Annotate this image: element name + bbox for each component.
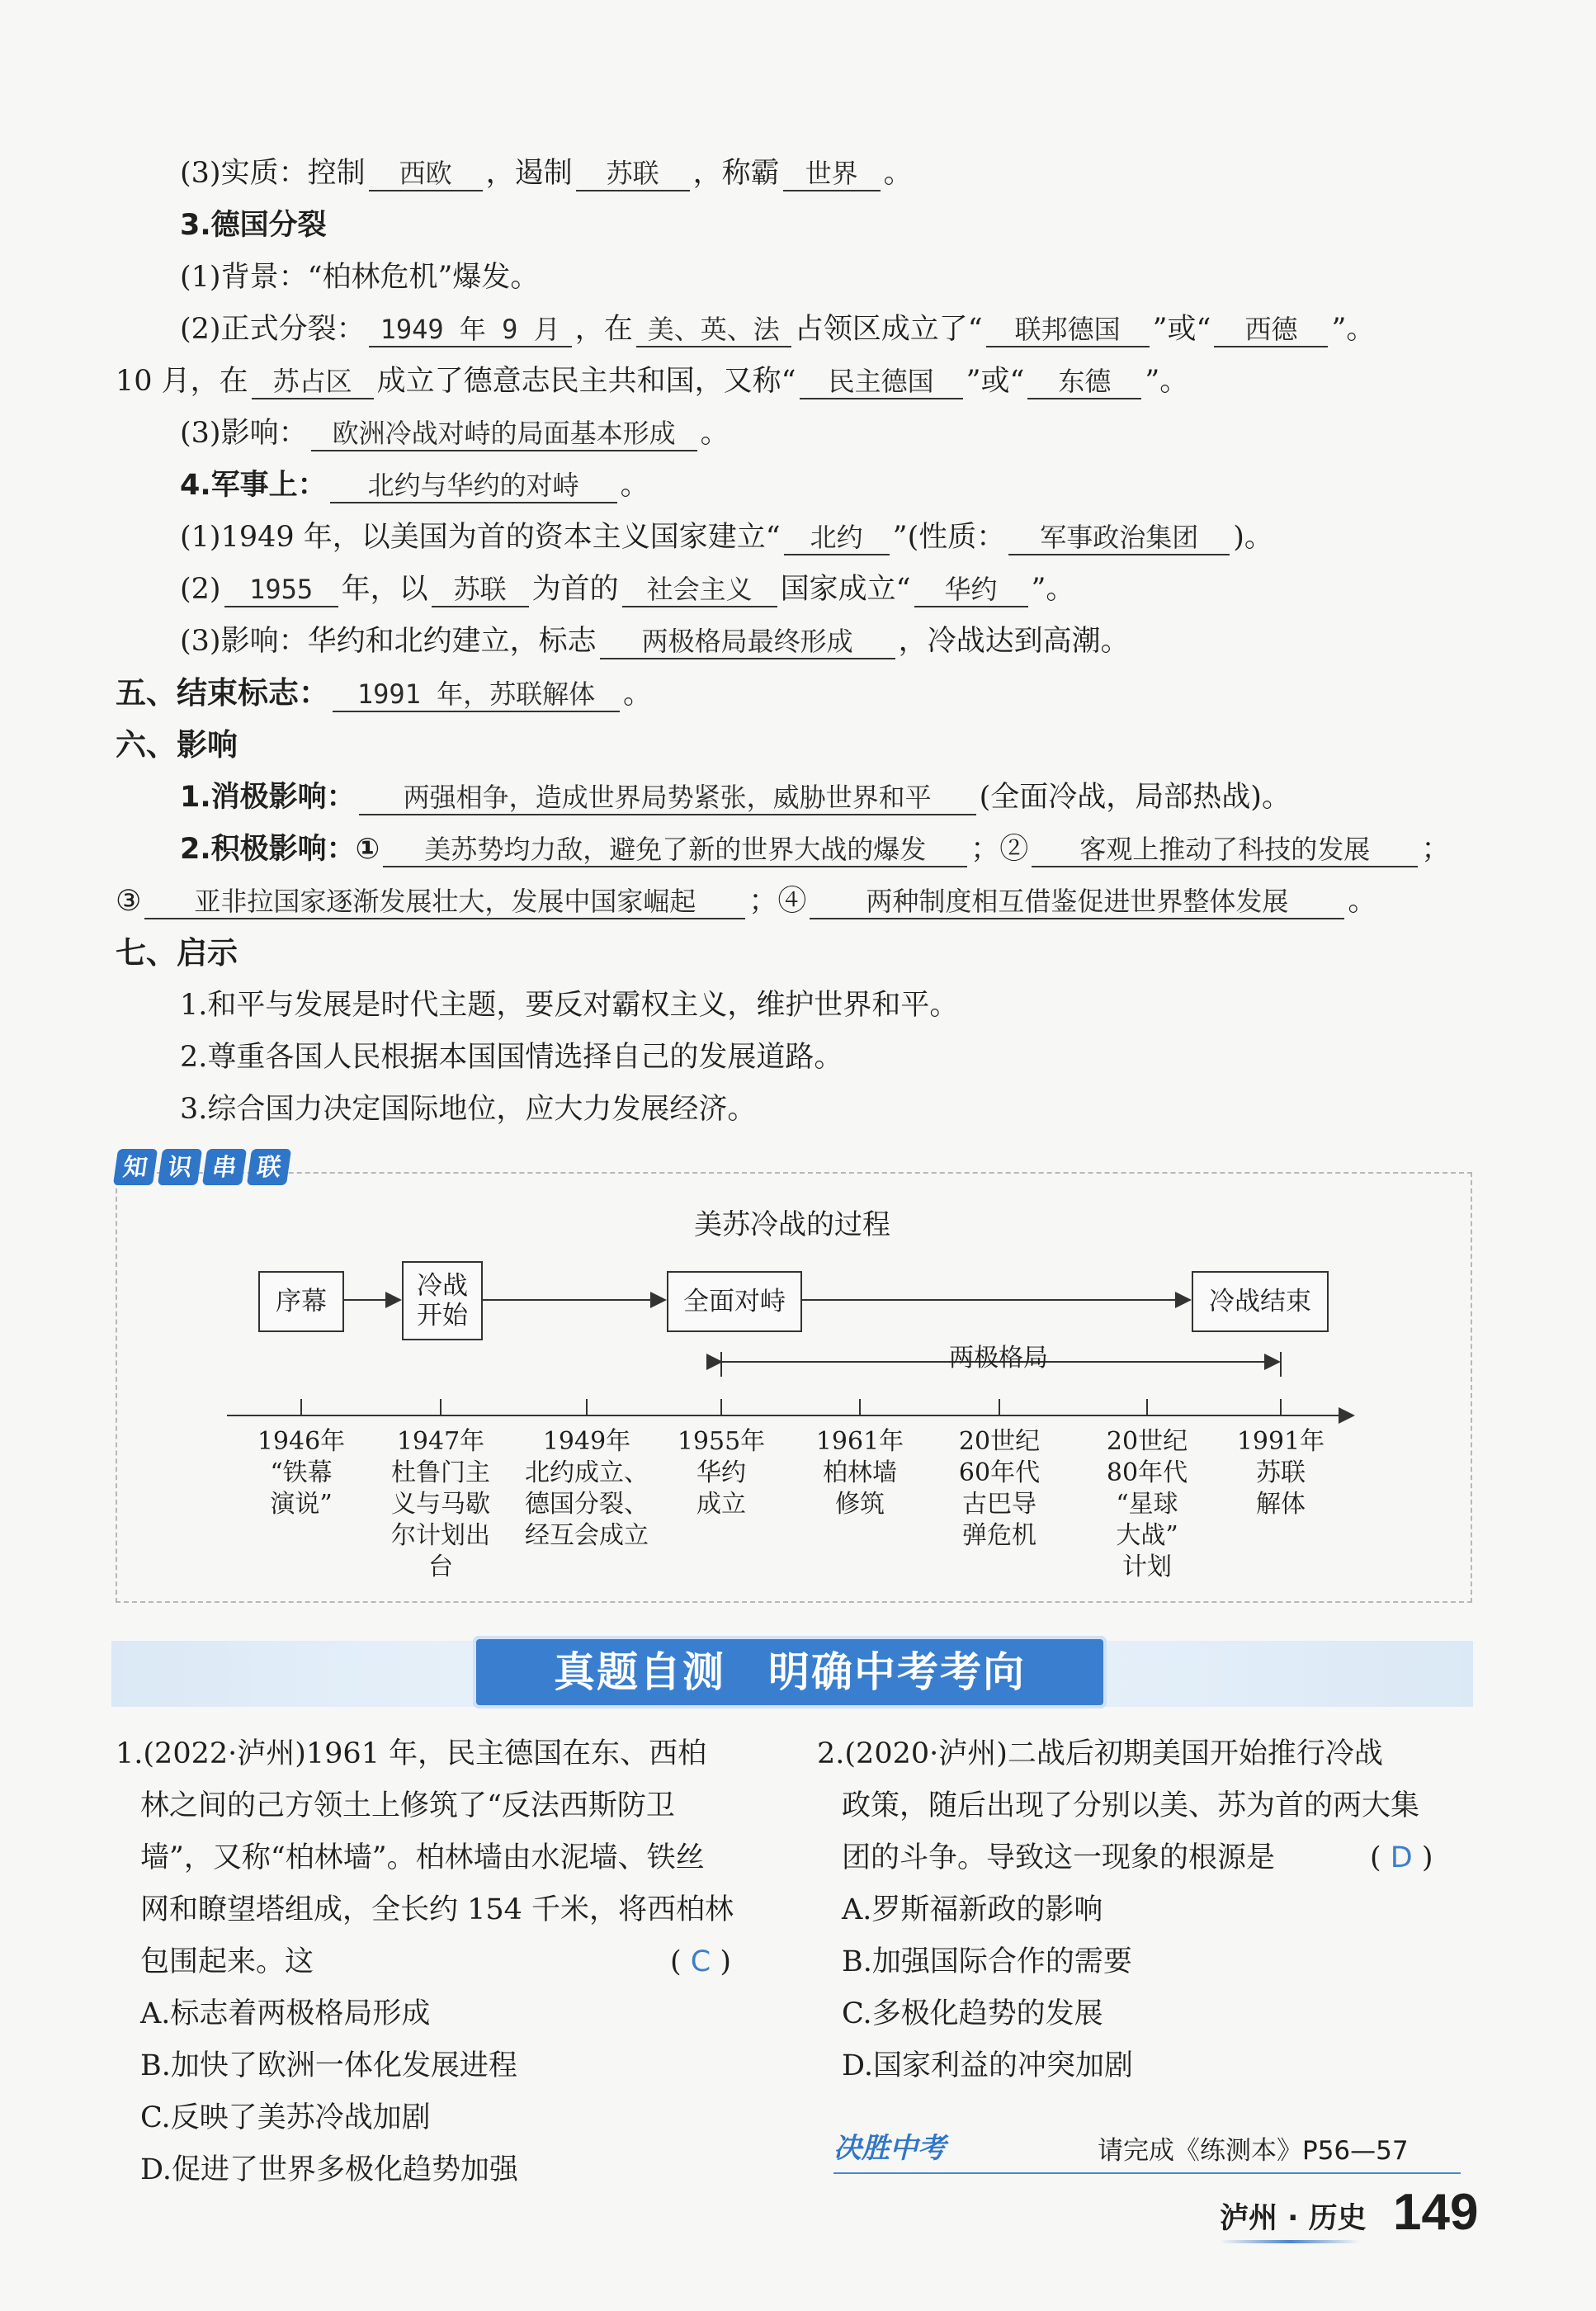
text: (3)影响：华约和北约建立，标志 (180, 625, 597, 658)
text: 4.军事上： (180, 469, 327, 502)
option-a: A.标志着两极格局形成 (140, 1997, 431, 2030)
text: 五、结束标志： (116, 675, 329, 711)
text: (2)正式分裂： (180, 313, 366, 346)
section-banner: 真题自测 明确中考考向 (473, 1636, 1107, 1708)
answer-bracket-q2 (1370, 1832, 1433, 1884)
blank-answer: 华约 (914, 573, 1028, 607)
blank-answer: 两种制度相互借鉴促进世界整体发展 (810, 885, 1344, 919)
answer-letter: C (690, 1945, 711, 1978)
text: (3)影响： (180, 417, 308, 450)
timeline-label: 1961年 柏林墙 修筑 (815, 1427, 904, 1519)
blank-answer: 东德 (1027, 365, 1141, 399)
outline-line-lesson-3: 3.综合国力决定国际地位，应大力发展经济。 (180, 1093, 757, 1126)
blank-answer: 军事政治集团 (1008, 521, 1230, 555)
text: ，冷战达到高潮。 (898, 625, 1130, 658)
box-line: 冷战 (417, 1271, 468, 1301)
tag-char: 知 (113, 1149, 158, 1185)
timeline-label: 1991年 苏联 解体 (1236, 1427, 1325, 1519)
blank-answer: 社会主义 (622, 573, 777, 607)
blank-answer: 北约 (784, 521, 890, 555)
blank-answer: 北约与华约的对峙 (330, 469, 617, 503)
blank-answer: 美、英、法 (636, 313, 791, 347)
question-2-line: 2.(2020·泸州)二战后初期美国开始推行冷战 (817, 1737, 1383, 1770)
page-number: 149 (1393, 2184, 1479, 2241)
text: 为首的 (531, 573, 619, 606)
blank-answer: 1955 (224, 573, 338, 607)
text: ”。 (1031, 573, 1075, 606)
text: (全面冷战，局部热战)。 (979, 781, 1291, 814)
blank-answer: 苏联 (576, 157, 690, 191)
text: 。 (883, 157, 913, 190)
question-2-line: 团的斗争。导致这一现象的根源是 (842, 1841, 1276, 1874)
text: (1)1949 年，以美国为首的资本主义国家建立“ (180, 521, 781, 554)
blank-answer: 联邦德国 (986, 313, 1150, 347)
heading-enlightenment: 七、启示 (116, 935, 238, 971)
text: 年，以 (341, 573, 428, 606)
timeline-label: 1946年 “铁幕 演说” (257, 1427, 346, 1519)
text: ；② (970, 833, 1029, 866)
blank-answer: 两极格局最终形成 (600, 625, 895, 659)
bracket: ( (670, 1945, 682, 1978)
tag-char: 串 (202, 1149, 247, 1185)
blank-answer: 两强相争，造成世界局势紧张，威胁世界和平 (359, 781, 976, 815)
text: ，称霸 (692, 157, 780, 190)
text: ，遏制 (485, 157, 573, 190)
question-1-line: 网和瞭望塔组成，全长约 154 千米，将西柏林 (140, 1893, 734, 1926)
text: 1.消极影响： (180, 781, 356, 814)
blank-answer: 美苏势均力敌，避免了新的世界大战的爆发 (383, 833, 967, 867)
blank-answer: 苏占区 (252, 365, 374, 399)
answer-letter: D (1390, 1841, 1413, 1874)
box-full-confrontation: 全面对峙 (667, 1271, 802, 1332)
blank-answer: 西德 (1214, 313, 1328, 347)
timeline-label: 1947年 杜鲁门主 义与马歇 尔计划出 台 (391, 1427, 490, 1581)
text: ”或“ (1152, 313, 1211, 346)
option-c: C.多极化趋势的发展 (842, 1997, 1103, 2030)
diagram-title: 美苏冷战的过程 (694, 1208, 890, 1241)
practice-tip: 请完成《练测本》P56—57 (1098, 2136, 1409, 2166)
option-b: B.加快了欧洲一体化发展进程 (140, 2049, 517, 2082)
text: 占领区成立了“ (794, 313, 983, 346)
blank-answer: 客观上推动了科技的发展 (1032, 833, 1418, 867)
text: 成立了德意志民主共和国，又称“ (376, 365, 796, 398)
text: (2) (180, 573, 221, 606)
blank-answer: 世界 (783, 157, 881, 191)
outline-line-lesson-2: 2.尊重各国人民根据本国国情选择自己的发展道路。 (180, 1041, 843, 1074)
text: )。 (1233, 521, 1273, 554)
timeline-label: 1955年 华约 成立 (677, 1427, 766, 1519)
question-1-line: 包围起来。这 (140, 1945, 314, 1978)
option-b: B.加强国际合作的需要 (842, 1945, 1132, 1978)
text: 10 月，在 (116, 365, 248, 398)
text: 国家成立“ (780, 573, 911, 606)
blank-answer: 苏联 (432, 573, 529, 607)
text: 2.积极影响：① (180, 833, 380, 866)
footer-divider (833, 2172, 1461, 2174)
text: 。 (623, 678, 653, 711)
bipolar-label: 两极格局 (949, 1344, 1048, 1373)
tag-char: 识 (158, 1149, 202, 1185)
outline-line-background: (1)背景：“柏林危机”爆发。 (180, 261, 540, 294)
page-underline (1220, 2240, 1360, 2243)
question-2-line: 政策，随后出现了分别以美、苏为首的两大集 (842, 1789, 1420, 1822)
option-d: D.促进了世界多极化趋势加强 (140, 2153, 518, 2186)
blank-answer: 亚非拉国家逐渐发展壮大，发展中国家崛起 (144, 885, 745, 919)
option-d: D.国家利益的冲突加剧 (842, 2049, 1133, 2082)
text: ”或“ (966, 365, 1025, 398)
heading-germany-split: 3.德国分裂 (180, 209, 327, 242)
text: 。 (700, 417, 730, 450)
text: ”(性质： (892, 521, 1006, 554)
outline-line-lesson-1: 1.和平与发展是时代主题，要反对霸权主义，维护世界和平。 (180, 989, 959, 1022)
answer-bracket-q1 (670, 1936, 731, 1988)
text: 。 (1348, 885, 1377, 918)
option-c: C.反映了美苏冷战加剧 (140, 2101, 431, 2134)
logo-decisive-exam: 决胜中考 (833, 2132, 946, 2165)
text: ”。 (1331, 313, 1376, 346)
timeline-label: 20世纪 60年代 古巴导 弹危机 (958, 1427, 1041, 1550)
text: ”。 (1145, 365, 1189, 398)
box-prelude: 序幕 (258, 1271, 344, 1332)
question-1-line: 1.(2022·泸州)1961 年，民主德国在东、西柏 (116, 1737, 707, 1770)
timeline-label: 20世纪 80年代 “星球 大战” 计划 (1106, 1427, 1188, 1581)
question-1-line: 墙”，又称“柏林墙”。柏林墙由水泥墙、铁丝 (140, 1841, 705, 1874)
bracket: ) (1421, 1841, 1433, 1874)
text: ③ (116, 885, 142, 918)
box-line: 开始 (417, 1301, 468, 1330)
question-1-line: 林之间的己方领土上修筑了“反法西斯防卫 (140, 1789, 675, 1822)
blank-answer: 1991 年，苏联解体 (333, 678, 620, 712)
text: ，在 (574, 313, 633, 346)
blank-answer: 欧洲冷战对峙的局面基本形成 (311, 417, 697, 451)
bracket: ( (1370, 1841, 1381, 1874)
blank-answer: 西欧 (369, 157, 483, 191)
blank-answer: 民主德国 (800, 365, 963, 399)
blank-answer: 1949 年 9 月 (369, 313, 572, 347)
heading-influence: 六、影响 (116, 727, 238, 763)
text: ；④ (748, 885, 807, 918)
page-subject: 泸州 · 历史 (1220, 2202, 1367, 2235)
text: ； (1421, 833, 1451, 866)
text: (3)实质：控制 (180, 157, 366, 190)
option-a: A.罗斯福新政的影响 (842, 1893, 1103, 1926)
tag-char: 联 (247, 1149, 291, 1185)
text: 。 (620, 469, 649, 502)
bracket: ) (720, 1945, 732, 1978)
box-cold-war-end: 冷战结束 (1192, 1271, 1329, 1332)
timeline-label: 1949年 北约成立、 德国分裂、 经互会成立 (525, 1427, 649, 1550)
